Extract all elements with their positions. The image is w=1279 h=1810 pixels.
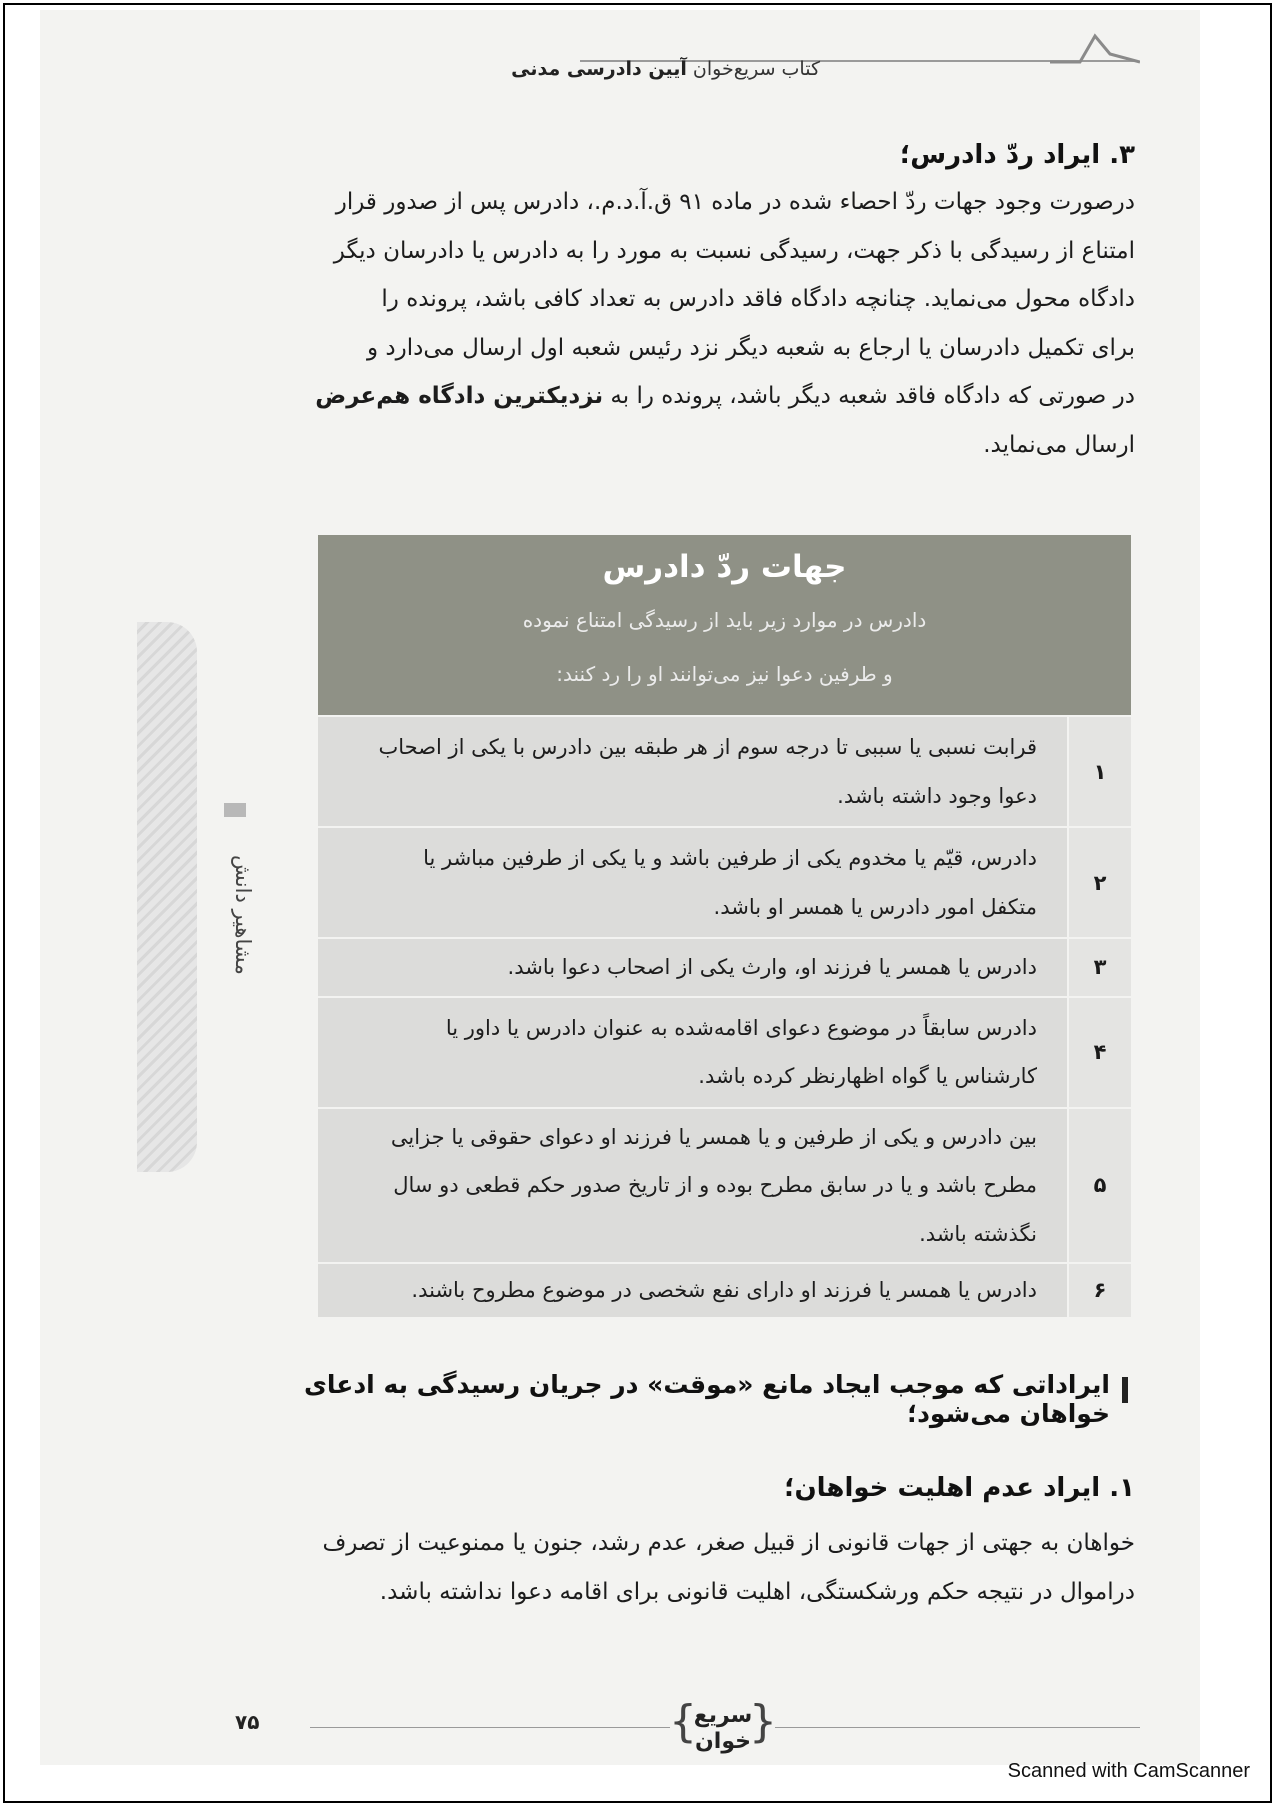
section-3-heading: ۳. ایراد ردّ دادرس؛	[899, 140, 1135, 170]
row-text	[318, 1264, 1067, 1317]
row-number: ۶	[1067, 1264, 1131, 1317]
row-text-line: متکفل امور دادرس یا همسر او باشد.	[713, 894, 1037, 919]
paragraph-line: دادگاه محول می‌نماید. چنانچه دادگاه فاقد دادرس به تعداد کافی باشد، پرونده را	[381, 286, 1135, 312]
logo-brace-left: }	[669, 1696, 697, 1747]
publisher-logo	[669, 1696, 777, 1763]
paragraph-line: خواهان به جهتی از جهات قانونی از قبیل صغر، عدم رشد، جنون یا ممنوعیت از تصرف	[322, 1530, 1135, 1556]
paragraph-bold-term: نزدیکترین دادگاه هم‌عرض	[315, 383, 604, 409]
row-text-line: دادرس یا همسر یا فرزند او دارای نفع شخصی در موضوع مطروح باشند.	[411, 1278, 1037, 1302]
section-1-heading: ۱. ایراد عدم اهلیت خواهان؛	[784, 1473, 1135, 1503]
row-text-line: دادرس سابقاً در موضوع دعوای اقامه‌شده به عنوان دادرس یا داور یا	[445, 1015, 1037, 1040]
table-row	[318, 996, 1131, 1107]
paragraph-line: امتناع از رسیدگی با ذکر جهت، رسیدگی نسبت به مورد را به دادرس یا دادرسان دیگر	[333, 237, 1135, 264]
table-title: جهات ردّ دادرس	[602, 549, 847, 585]
side-series-label: مشاهیر دانش	[231, 855, 255, 975]
header-peak-ornament	[1050, 32, 1140, 64]
row-text-line: قرابت نسبی یا سببی تا درجه سوم از هر طبقه بین دادرس با یکی از اصحاب	[378, 735, 1037, 759]
paragraph-line	[270, 372, 1135, 421]
footer-rule-right	[775, 1727, 1140, 1728]
book-page	[40, 10, 1200, 1765]
row-text	[318, 998, 1067, 1107]
row-text	[318, 1109, 1067, 1263]
row-number: ۴	[1067, 998, 1131, 1107]
section-3-paragraph	[270, 178, 1135, 469]
page-number: ۷۵	[235, 1710, 260, 1734]
row-text-line: دادرس، قیّم یا مخدوم یکی از طرفین باشد و یا یکی از طرفین مباشر یا	[423, 846, 1037, 870]
side-hatch-decoration	[137, 622, 197, 1172]
table-row	[318, 826, 1131, 937]
scanner-watermark: Scanned with CamScanner	[1007, 1760, 1250, 1782]
row-text-line: کارشناس یا گواه اظهارنظر کرده باشد.	[698, 1064, 1037, 1088]
logo-line: سریع	[693, 1703, 753, 1728]
section-bullet-bar	[1122, 1377, 1128, 1403]
header-book-title: آیین دادرسی مدنی	[511, 58, 687, 80]
paragraph-line: ارسال می‌نماید.	[983, 431, 1135, 458]
paragraph-line: برای تکمیل دادرسان یا ارجاع به شعبه دیگر نزد رئیس شعبه اول ارسال می‌دارد و	[366, 334, 1135, 361]
paragraph-text: در صورتی که دادگاه فاقد شعبه دیگر باشد، پرونده را به	[610, 383, 1135, 409]
running-header	[300, 58, 820, 80]
footer-rule-left	[310, 1727, 670, 1728]
header-book-prefix: کتاب سریع‌خوان	[692, 58, 820, 80]
logo-brace-right: {	[749, 1696, 777, 1747]
section-1-paragraph	[270, 1519, 1135, 1616]
row-text	[318, 939, 1067, 996]
row-text-line: دادرس یا همسر یا فرزند او، وارث یکی از اصحاب دعوا باشد.	[507, 955, 1037, 979]
row-number: ۲	[1067, 828, 1131, 937]
table-row	[318, 1107, 1131, 1263]
logo-line: خوان	[695, 1729, 751, 1754]
row-number: ۵	[1067, 1109, 1131, 1263]
table-subtitle-line: دادرس در موارد زیر باید از رسیدگی امتناع نموده	[522, 608, 927, 632]
grounds-table	[318, 535, 1131, 1317]
paragraph-line: دراموال در نتیجه حکم ورشکستگی، اهلیت قانونی برای اقامه دعوا نداشته باشد.	[379, 1578, 1135, 1605]
temporary-obstacle-heading: ایراداتی که موجب ایجاد مانع «موقت» در جریان رسیدگی به ادعای خواهان می‌شود؛	[303, 1370, 1110, 1428]
row-number: ۱	[1067, 717, 1131, 826]
row-text	[318, 717, 1067, 826]
row-text-line: بین دادرس و یکی از طرفین و یا همسر یا فرزند او دعوای حقوقی یا جزایی	[390, 1124, 1037, 1149]
row-text	[318, 828, 1067, 937]
row-text-line: دعوا وجود داشته باشد.	[837, 783, 1037, 808]
table-row	[318, 937, 1131, 996]
row-number: ۳	[1067, 939, 1131, 996]
table-row	[318, 715, 1131, 826]
paragraph-line: درصورت وجود جهات ردّ احصاء شده در ماده ۹۱ ق.آ.د.م.، دادرس پس از صدور قرار	[335, 189, 1135, 215]
table-subtitle-line: و طرفین دعوا نیز می‌توانند او را رد کنند:	[556, 662, 893, 686]
row-text-line: نگذشته باشد.	[919, 1221, 1037, 1246]
row-text-line: مطرح باشد و یا در سابق مطرح بوده و از تاریخ صدور حکم قطعی دو سال	[393, 1173, 1037, 1197]
table-row	[318, 1262, 1131, 1317]
table-header	[318, 535, 1131, 715]
